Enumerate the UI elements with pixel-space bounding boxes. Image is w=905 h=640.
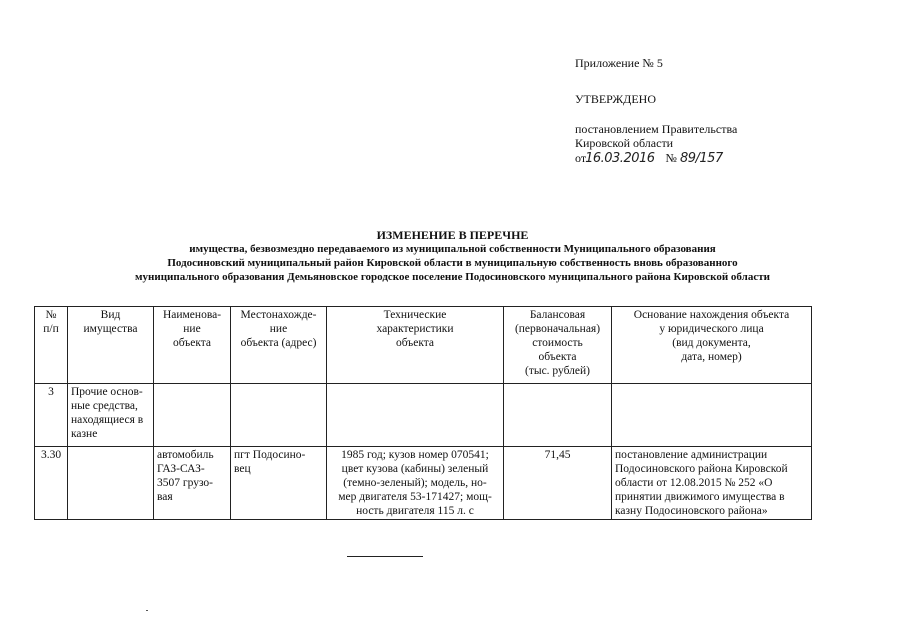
- approved-stamp-label: УТВЕРЖДЕНО: [575, 92, 657, 106]
- cell-property-kind: [68, 447, 154, 520]
- cell-book-value: [504, 384, 612, 447]
- cell-legal-basis: [612, 384, 812, 447]
- cell-specifications: [327, 384, 504, 447]
- cell-object-name: автомобиль ГАЗ-САЗ- 3507 грузо- вая: [154, 447, 231, 520]
- title-line-3: Подосиновский муниципальный район Кировской области в муниципальную собственность вновь образованного: [167, 257, 738, 269]
- scan-dot: [146, 610, 148, 611]
- title-line-1: ИЗМЕНЕНИЕ В ПЕРЕЧНЕ: [376, 228, 529, 242]
- cell-object-name: [154, 384, 231, 447]
- header-legal-basis: Основание нахождения объекта у юридического лица (вид документа, дата, номер): [612, 307, 812, 384]
- cell-location: [231, 384, 327, 447]
- cell-specifications: 1985 год; кузов номер 070541; цвет кузова (кабины) зеленый (темно-зеленый); модель, но- мер двигателя 53-171427; мощ- ность двигателя 115 л. с: [327, 447, 504, 520]
- closing-separator-line: [347, 556, 423, 557]
- title-line-4: муниципального образования Демьяновское городское поселение Подосиновского муниципального района Кировской области: [135, 271, 770, 283]
- header-specifications: Технические характеристики объекта: [327, 307, 504, 384]
- resolution-reference: [575, 122, 737, 150]
- header-property-kind: Вид имущества: [68, 307, 154, 384]
- handwritten-date: 16.03.2016: [585, 151, 655, 166]
- resolution-date-number: [575, 151, 723, 166]
- header-object-name: Наименова- ние объекта: [154, 307, 231, 384]
- resolution-line-2: Кировской области: [575, 136, 674, 150]
- cell-legal-basis: постановление администрации Подосиновского района Кировской области от 12.08.2015 № 252 «О принятии движимого имущества в казну Подосиновского района»: [612, 447, 812, 520]
- number-prefix: №: [665, 151, 677, 165]
- cell-location: пгт Подосино- вец: [231, 447, 327, 520]
- resolution-line-1: постановлением Правительства: [575, 122, 738, 136]
- cell-number: 3.30: [35, 447, 68, 520]
- header-book-value: Балансовая (первоначальная) стоимость объекта (тыс. рублей): [504, 307, 612, 384]
- table-row: [35, 384, 812, 447]
- cell-property-kind: Прочие основ- ные средства, находящиеся в казне: [68, 384, 154, 447]
- appendix-label: Приложение № 5: [575, 56, 663, 70]
- title-line-2: имущества, безвозмездно передаваемого из муниципальной собственности Муниципального образования: [189, 243, 716, 255]
- property-table: [34, 306, 812, 520]
- table-header-row: [35, 307, 812, 384]
- table-row: [35, 447, 812, 520]
- header-location: Местонахожде- ние объекта (адрес): [231, 307, 327, 384]
- handwritten-number: 89/157: [679, 151, 723, 166]
- document-title: [0, 228, 905, 284]
- date-prefix: от: [575, 151, 587, 165]
- header-number: № п/п: [35, 307, 68, 384]
- cell-number: 3: [35, 384, 68, 447]
- cell-book-value: 71,45: [504, 447, 612, 520]
